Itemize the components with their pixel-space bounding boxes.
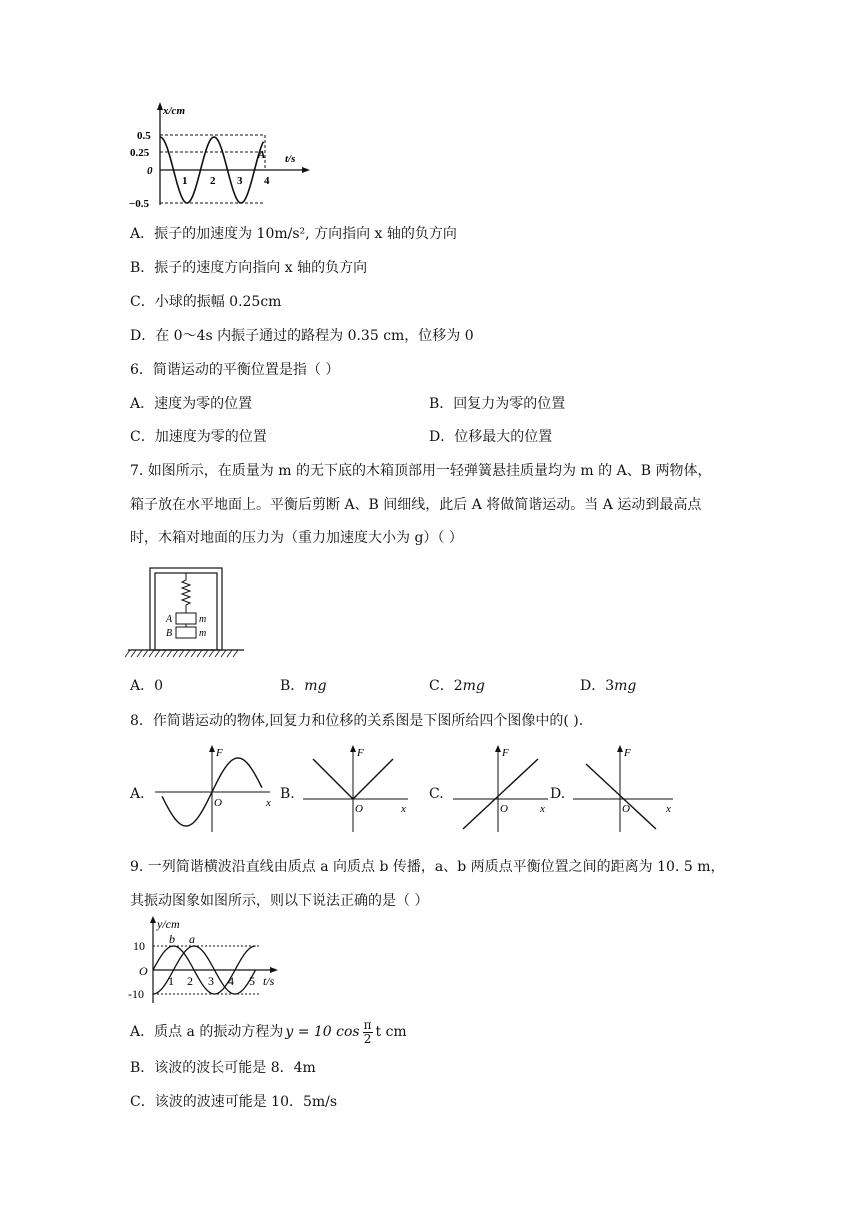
fig7-label-b: B bbox=[166, 628, 173, 639]
q7-stem-line-3: 时，木箱对地面的压力为（重力加速度大小为 g）（ ） bbox=[130, 530, 463, 546]
q8b-f-label: F bbox=[357, 747, 364, 759]
q8-graph-c bbox=[448, 744, 558, 834]
fig9-xtick-4: 4 bbox=[228, 974, 234, 988]
q7-option-b: B．mg bbox=[280, 678, 327, 694]
q5-option-d: D．在 0～4s 内振子通过的路程为 0.35 cm，位移为 0 bbox=[130, 328, 474, 344]
figure-7-box-spring bbox=[128, 566, 248, 660]
q7-stem-line-1: 7. 如图所示，在质量为 m 的无下底的木箱顶部用一轻弹簧悬挂质量均为 m 的 A、B 两物体， bbox=[130, 463, 712, 479]
fig7-label-m1: m bbox=[199, 614, 207, 625]
q9-option-a-prefix: A．质点 a 的振动方程为 bbox=[130, 1024, 284, 1040]
q8d-x-label: x bbox=[666, 803, 671, 815]
q6-stem: 6．简谐运动的平衡位置是指（ ） bbox=[130, 362, 340, 378]
q9-option-a-suffix: t cm bbox=[375, 1024, 407, 1040]
q8a-f-label: F bbox=[216, 747, 223, 759]
fig9-label-a: a bbox=[189, 932, 195, 946]
q9-option-c: C．该波的波速可能是 10．5m/s bbox=[130, 1094, 338, 1110]
q5-option-a: A．振子的加速度为 10m/s², 方向指向 x 轴的负方向 bbox=[130, 226, 457, 242]
q8d-f-label: F bbox=[624, 747, 631, 759]
q8a-origin: O bbox=[214, 797, 222, 809]
fraction-numerator: π bbox=[363, 1017, 372, 1032]
q8a-x-label: x bbox=[266, 797, 271, 809]
q5-option-b: B．振子的速度方向指向 x 轴的负方向 bbox=[130, 260, 368, 276]
figure-1-xt-graph bbox=[125, 100, 315, 210]
fig1-y-axis-label: x/cm bbox=[163, 105, 185, 117]
q8-stem: 8．作简谐运动的物体,回复力和位移的关系图是下图所给四个图像中的( ). bbox=[130, 713, 584, 729]
fraction-denominator: 2 bbox=[363, 1031, 372, 1046]
q9-option-a-fraction bbox=[363, 1019, 373, 1046]
q8-graph-a bbox=[150, 744, 280, 834]
q6-option-a: A．速度为零的位置 bbox=[130, 396, 253, 412]
q8-label-b: B. bbox=[280, 786, 295, 802]
fig1-xtick-4: 4 bbox=[264, 175, 270, 187]
q9-option-b: B．该波的波长可能是 8．4m bbox=[130, 1060, 316, 1076]
fig9-xtick-2: 2 bbox=[187, 974, 193, 988]
fig9-ytick-10: 10 bbox=[133, 939, 145, 953]
figure-9-yt-graph bbox=[125, 915, 285, 1005]
q8-label-a: A. bbox=[130, 786, 145, 802]
fig9-xtick-3: 3 bbox=[208, 974, 214, 988]
q9-option-a-formula: y = 10 cos bbox=[285, 1024, 360, 1040]
fig9-label-b: b bbox=[169, 932, 175, 946]
q9-stem-line-2: 其振动图象如图所示，则以下说法正确的是（ ） bbox=[130, 893, 429, 909]
fig1-xtick-3: 3 bbox=[237, 175, 243, 187]
fig7-label-m2: m bbox=[199, 628, 207, 639]
fig1-ytick-0: 0.5 bbox=[137, 130, 151, 142]
q7-stem-line-2: 箱子放在水平地面上。平衡后剪断 A、B 间细线，此后 A 将做简谐运动。当 A 运动到最高点 bbox=[130, 497, 702, 513]
fig9-xtick-1: 1 bbox=[168, 974, 174, 988]
fig7-label-a: A bbox=[166, 614, 173, 625]
q8d-origin: O bbox=[622, 803, 630, 815]
q8-label-d: D. bbox=[550, 786, 566, 802]
q8-graph-b bbox=[298, 744, 418, 834]
q7-option-a: A．0 bbox=[130, 678, 164, 694]
q8b-origin: O bbox=[355, 803, 363, 815]
fig9-x-axis-label: t/s bbox=[263, 974, 275, 988]
q6-option-d: D．位移最大的位置 bbox=[429, 429, 553, 445]
q9-option-a bbox=[130, 1018, 407, 1046]
q8c-x-label: x bbox=[540, 803, 545, 815]
q7-option-d: D．3mg bbox=[580, 678, 637, 694]
q8-label-c: C. bbox=[429, 786, 444, 802]
q6-option-c: C．加速度为零的位置 bbox=[130, 429, 267, 445]
q8-graph-d bbox=[568, 744, 683, 834]
q6-option-b: B．回复力为零的位置 bbox=[429, 396, 566, 412]
fig1-point-a: A bbox=[258, 149, 266, 161]
q8c-f-label: F bbox=[502, 747, 509, 759]
fig1-xtick-2: 2 bbox=[210, 175, 216, 187]
q5-option-c: C．小球的振幅 0.25cm bbox=[130, 294, 282, 310]
fig9-ytick-neg10: -10 bbox=[128, 987, 144, 1001]
fig1-x-axis-label: t/s bbox=[285, 153, 296, 165]
fig9-xtick-5: 5 bbox=[249, 974, 255, 988]
q8b-x-label: x bbox=[401, 803, 406, 815]
fig1-ytick-2: 0 bbox=[147, 165, 153, 177]
q9-stem-line-1: 9. 一列简谐横波沿直线由质点 a 向质点 b 传播，a、b 两质点平衡位置之间的距离为 10. 5 m， bbox=[130, 859, 725, 875]
fig1-xtick-1: 1 bbox=[182, 175, 188, 187]
fig9-y-axis-label: y/cm bbox=[157, 917, 180, 931]
fig1-ytick-1: 0.25 bbox=[130, 147, 150, 159]
fig9-origin: O bbox=[139, 964, 148, 978]
q8c-origin: O bbox=[500, 803, 508, 815]
fig1-ytick-3: −0.5 bbox=[129, 198, 150, 210]
q7-option-c: C．2mg bbox=[429, 678, 485, 694]
